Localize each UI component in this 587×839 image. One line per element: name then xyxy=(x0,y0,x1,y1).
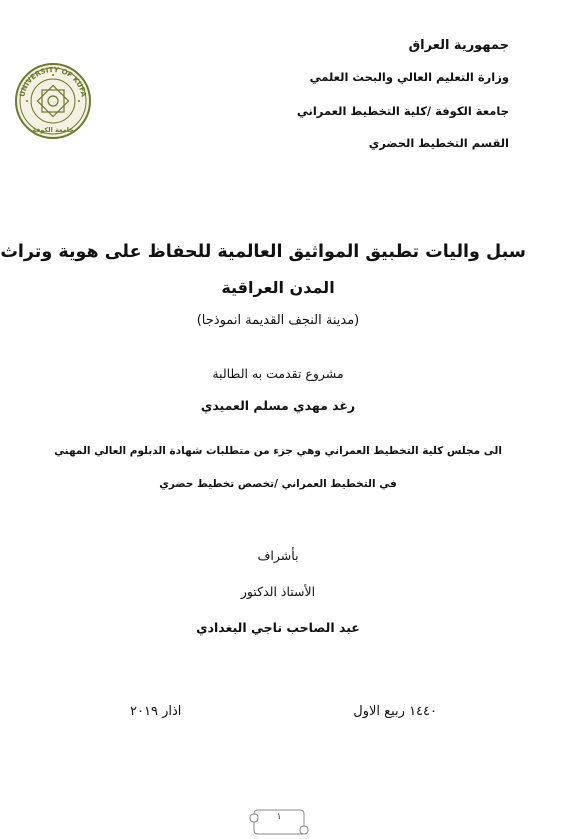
header-department: القسم التخطيط الحضري xyxy=(368,136,509,150)
date-gregorian: اذار ٢٠١٩ xyxy=(130,704,182,719)
submission-intro: مشروع تقدمت به الطالبة xyxy=(212,366,344,381)
svg-text:UNIVERSITY OF KUFA: UNIVERSITY OF KUFA xyxy=(18,65,88,98)
university-seal-logo xyxy=(14,62,92,140)
header-university: جامعة الكوفة /كلية التخطيط العمراني xyxy=(296,104,509,118)
svg-text:جامعة الكوفة: جامعة الكوفة xyxy=(32,126,74,134)
submission-note-line1: الى مجلس كلية التخطيط العمراني وهي جزء من متطلبات شهادة الدبلوم العالي المهني xyxy=(54,445,502,457)
supervision-label: بأشراف xyxy=(257,548,299,563)
document-title-line1: سبل واليات تطبيق المواثيق العالمية للحفاظ على هوية وتراث xyxy=(0,242,526,262)
header-country: جمهورية العراق xyxy=(408,38,509,53)
document-title-line2: المدن العراقية xyxy=(221,278,335,297)
page-number: ١ xyxy=(276,812,282,822)
submission-note-line2: في التخطيط العمراني /تخصص تخطيط حضري xyxy=(159,478,397,490)
document-subtitle: (مدينة النجف القديمة انموذجا) xyxy=(196,313,360,328)
supervisor-name: عبد الصاحب ناجي البغدادي xyxy=(196,620,360,635)
header-ministry: وزارة التعليم العالي والبحث العلمي xyxy=(309,70,509,84)
date-hijri: ١٤٤٠ ربيع الاول xyxy=(353,704,437,719)
student-name: رغد مهدي مسلم العميدي xyxy=(200,398,356,413)
supervisor-rank: الأستاذ الدكتور xyxy=(240,584,316,599)
